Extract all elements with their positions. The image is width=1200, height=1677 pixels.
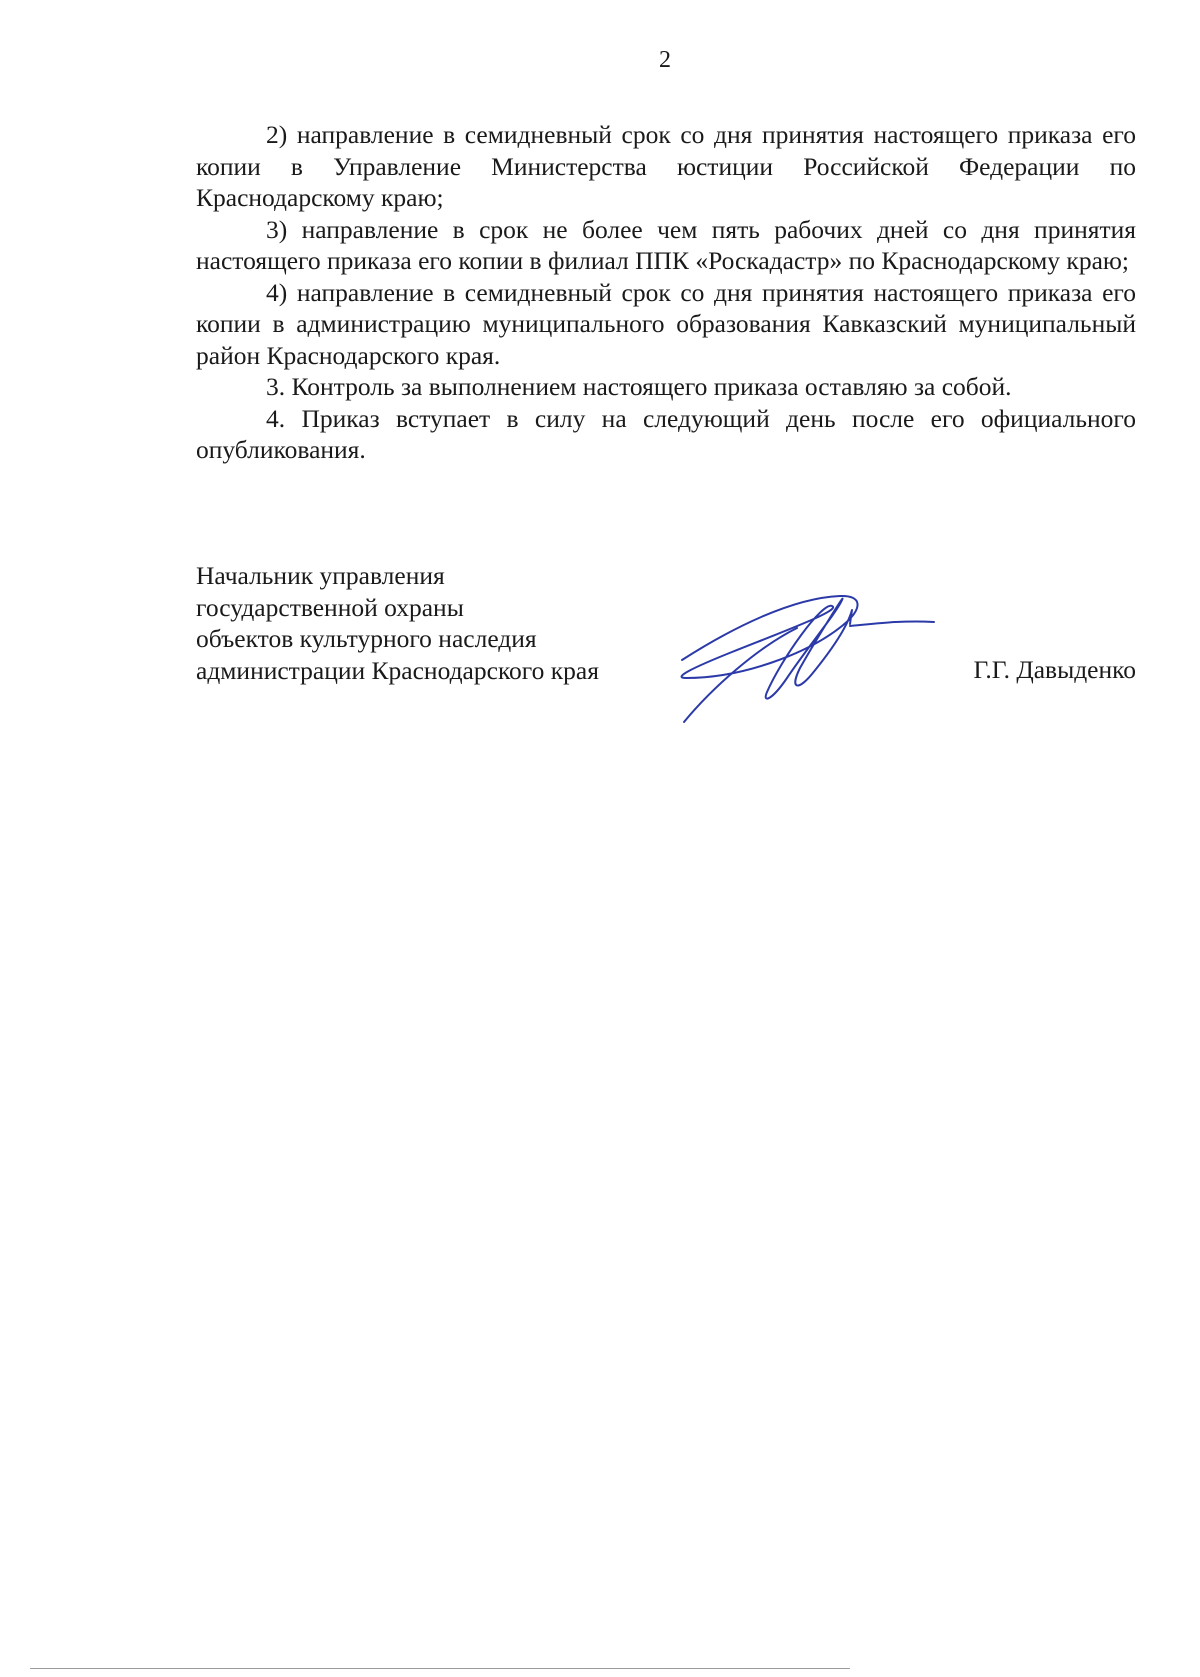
paragraph-item-2: 2) направление в семидневный срок со дня принятия настоящего приказа его копии в Управление Министерства юстиции Российской Федерации по Краснодарскому краю;: [196, 120, 1136, 212]
signature-stroke: [684, 628, 797, 722]
paragraph-effective-date-clause: 4. Приказ вступает в силу на следующий день после его официального опубликования.: [196, 403, 1136, 464]
paragraph-control-clause: 3. Контроль за выполнением настоящего приказа оставляю за собой.: [266, 372, 1012, 401]
signatory-title-line: объектов культурного наследия: [196, 624, 537, 653]
handwritten-signature: [672, 588, 952, 728]
paragraph-item-4: 4) направление в семидневный срок со дня принятия настоящего приказа его копии в администрацию муниципального образования Кавказский муниципальный район Краснодарского края.: [196, 277, 1136, 370]
signatory-name: Г.Г. Давыденко: [973, 655, 1136, 684]
page-edge-line: [30, 1668, 850, 1669]
signatory-title-line: Начальник управления: [196, 561, 445, 590]
signatory-title-line: государственной охраны: [196, 592, 464, 622]
signature-stroke: [850, 621, 934, 626]
paragraph-item-3: 3) направление в срок не более чем пять рабочих дней со дня принятия настоящего приказа его копии в филиал ППК «Роскадастр» по Краснодарскому краю;: [196, 214, 1136, 275]
document-body: [196, 119, 1136, 466]
page-number: 2: [659, 47, 671, 73]
signatory-title: [196, 560, 599, 686]
signature-stroke: [682, 596, 858, 699]
signatory-title-line: администрации Краснодарского края: [196, 655, 599, 685]
